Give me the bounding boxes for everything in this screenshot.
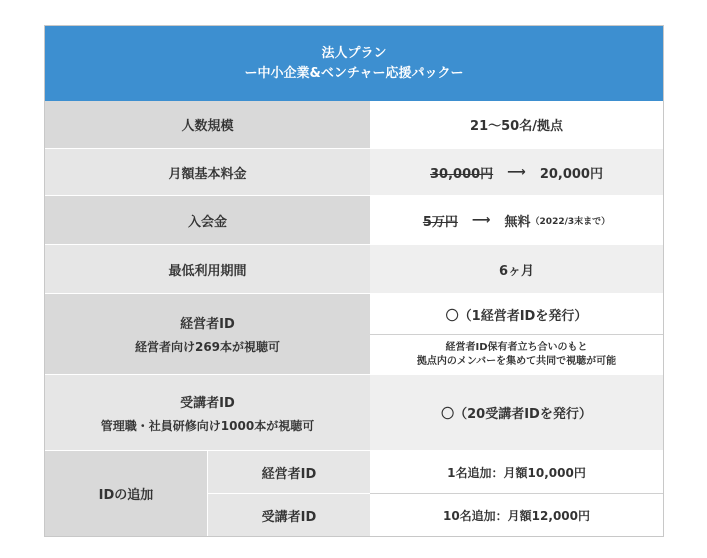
add-manager-value bbox=[370, 451, 663, 493]
new-monthly-price: 20,000円 bbox=[539, 166, 603, 182]
arrow-icon: ⟶ bbox=[471, 212, 491, 228]
free-entry-fee: 無料 bbox=[504, 214, 531, 230]
add-learner-label-text: 受講者ID bbox=[261, 509, 317, 525]
monthly-fee-value bbox=[370, 149, 663, 195]
learner-id-label-text: 受講者ID bbox=[180, 395, 235, 411]
divider bbox=[207, 451, 208, 536]
manager-id-label-text: 経営者ID bbox=[180, 317, 235, 332]
entry-fee-label-text: 入会金 bbox=[187, 214, 227, 230]
learner-id-value bbox=[370, 375, 663, 450]
manager-id-value-text: 〇（1経営者IDを発行） bbox=[445, 308, 588, 324]
add-manager-label bbox=[208, 451, 370, 493]
add-manager-label-text: 経営者ID bbox=[261, 466, 317, 482]
add-learner-value-text: 10名追加：月額12,000円 bbox=[442, 508, 590, 523]
add-id-label bbox=[45, 451, 207, 536]
learner-id-sublabel: 管理職・社員研修向け1000本が視聴可 bbox=[100, 418, 315, 433]
min-period-value bbox=[370, 245, 663, 293]
entry-fee-value bbox=[370, 196, 663, 244]
min-period-label bbox=[45, 245, 370, 293]
headcount-label-text: 人数規模 bbox=[181, 119, 234, 134]
add-learner-label bbox=[208, 494, 370, 536]
divider bbox=[370, 493, 663, 494]
table-header bbox=[45, 26, 663, 101]
manager-id-note-line2: 拠点内のメンバーを集めて共同で視聴が可能 bbox=[416, 355, 617, 367]
min-period-label-text: 最低利用期間 bbox=[168, 263, 247, 279]
monthly-fee-label-text: 月額基本料金 bbox=[168, 166, 247, 182]
pricing-table bbox=[44, 25, 664, 537]
manager-id-note bbox=[370, 335, 663, 374]
entry-fee-note: （2022/3末まで） bbox=[530, 216, 611, 227]
headcount-label bbox=[45, 101, 370, 148]
entry-fee-label bbox=[45, 196, 370, 244]
manager-id-note-line1: 経営者ID保有者立ち合いのもと bbox=[445, 341, 588, 353]
manager-id-sublabel: 経営者向け269本が視聴可 bbox=[134, 340, 281, 354]
manager-id-value bbox=[370, 294, 663, 334]
arrow-icon: ⟶ bbox=[507, 164, 526, 180]
learner-id-label bbox=[45, 375, 370, 450]
min-period-value-text: 6ヶ月 bbox=[498, 263, 535, 279]
headcount-value bbox=[370, 101, 663, 148]
add-manager-value-text: 1名追加：月額10,000円 bbox=[447, 465, 586, 480]
old-entry-fee: 5万円 bbox=[422, 214, 458, 230]
plan-title: 法人プラン bbox=[321, 45, 387, 61]
headcount-value-text: 21〜50名/拠点 bbox=[470, 119, 563, 134]
add-learner-value bbox=[370, 494, 663, 536]
monthly-fee-label bbox=[45, 149, 370, 195]
old-monthly-price: 30,000円 bbox=[430, 166, 494, 182]
manager-id-label bbox=[45, 294, 370, 374]
add-id-label-text: IDの追加 bbox=[98, 488, 154, 503]
learner-id-value-text: 〇（20受講者IDを発行） bbox=[441, 407, 592, 422]
plan-subtitle: ー中小企業&ベンチャー応援パックー bbox=[244, 65, 464, 81]
